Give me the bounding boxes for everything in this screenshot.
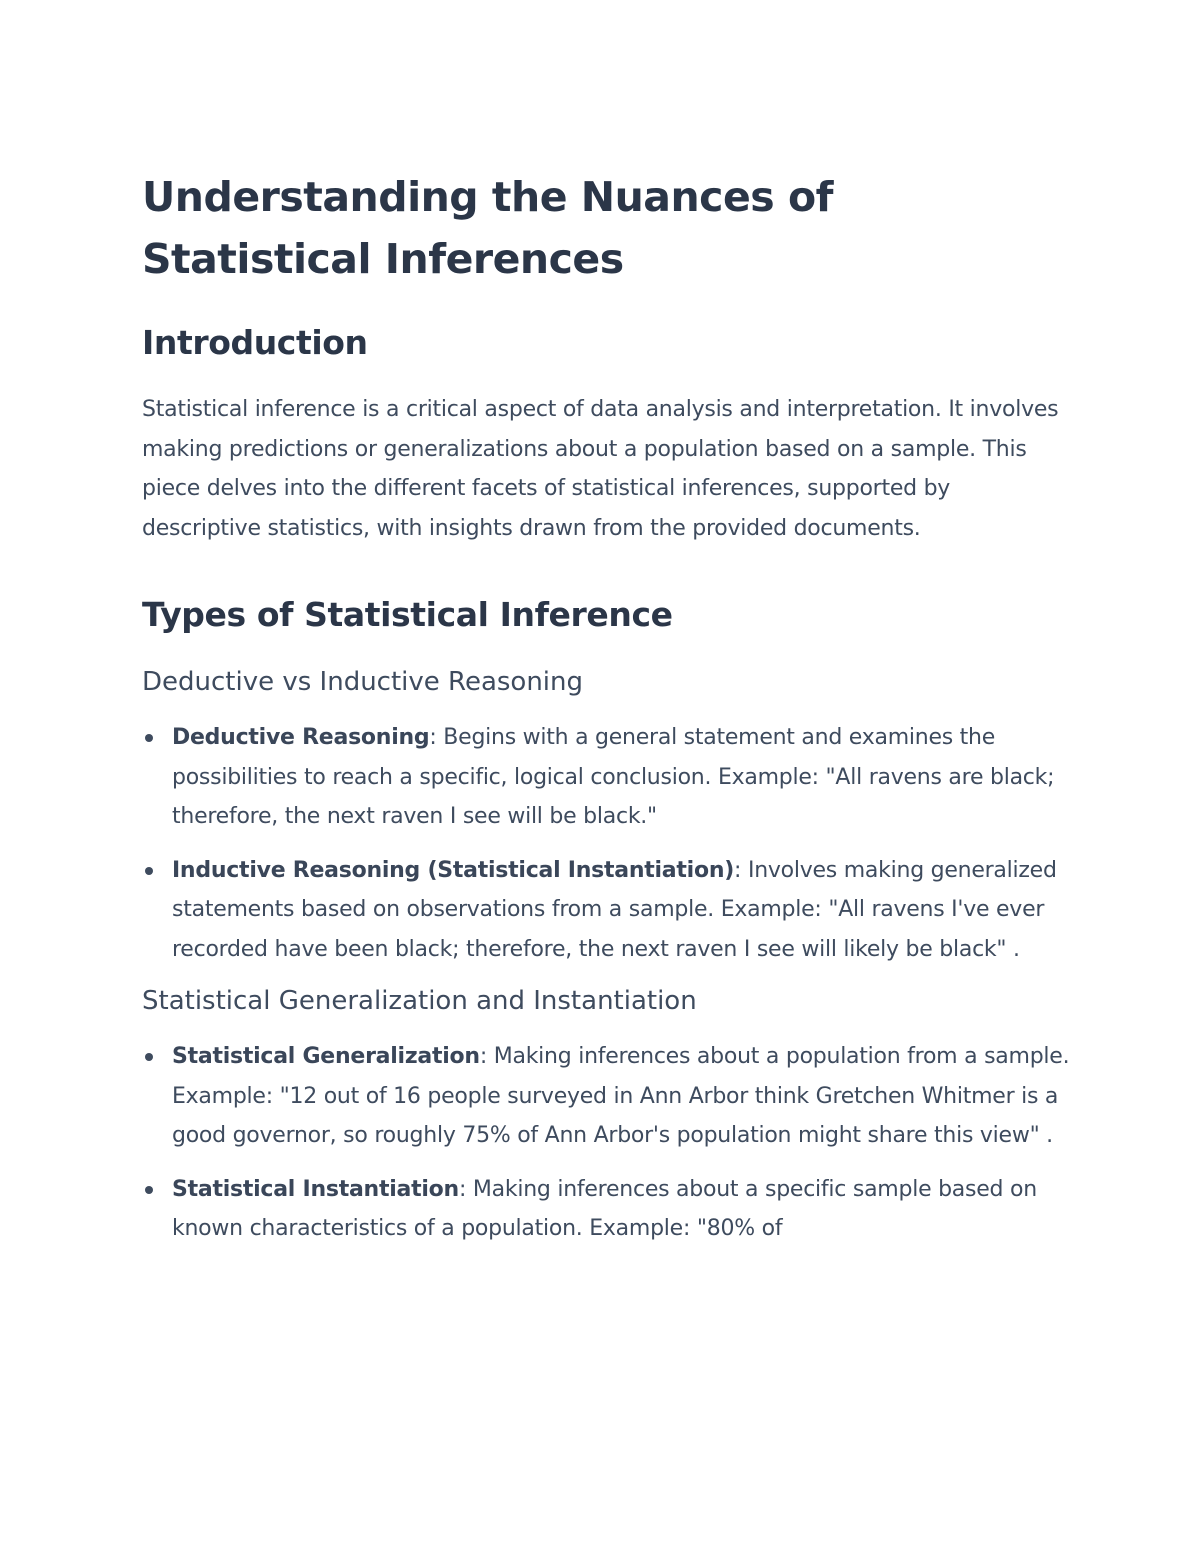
bullet-icon — [145, 1053, 153, 1061]
list-item-text: : Begins with a general statement and examines the possibilities to reach a specific, logical conclusion. Example: "All ravens are black; therefore, the next raven I see will be black." — [172, 725, 1055, 829]
list-item — [142, 851, 1072, 970]
list-item-term: Statistical Generalization — [172, 1044, 480, 1069]
section-heading-introduction: Introduction — [142, 323, 368, 362]
list-item-text: : Making inferences about a population from a sample. Example: "12 out of 16 people surveyed in Ann Arbor think Gretchen Whitmer is a good governor, so roughly 75% of Ann Arbor's population might share this view" . — [172, 1044, 1070, 1148]
list-item — [142, 1037, 1072, 1156]
list-item — [142, 718, 1072, 837]
list-item-text: : Making inferences about a specific sample based on known characteristics of a population. Example: "80% of — [172, 1176, 1037, 1241]
subsection-heading-generalization: Statistical Generalization and Instantiation — [142, 986, 697, 1016]
reasoning-list — [142, 718, 1072, 969]
list-item — [142, 1170, 1072, 1249]
generalization-list — [142, 1037, 1072, 1249]
bullet-icon — [145, 1186, 153, 1194]
introduction-paragraph: Statistical inference is a critical aspect of data analysis and interpretation. It involves making predictions or generalizations about a population based on a sample. This piece delves into the different facets of statistical inferences, supported by descriptive statistics, with insights drawn from the provided documents. — [142, 397, 1059, 541]
list-item-term: Statistical Instantiation — [172, 1176, 459, 1202]
document-title: Understanding the Nuances of Statistical Inferences — [142, 173, 833, 283]
list-item-term: Inductive Reasoning (Statistical Instantiation) — [172, 857, 735, 883]
bullet-icon — [145, 867, 153, 875]
section-heading-types: Types of Statistical Inference — [142, 595, 673, 634]
list-item-text: : Involves making generalized statements based on observations from a sample. Example: "All ravens I've ever recorded have been black; therefore, the next raven I see will likely be black" . — [172, 857, 1057, 962]
bullet-icon — [145, 734, 153, 742]
subsection-heading-reasoning: Deductive vs Inductive Reasoning — [142, 667, 584, 697]
list-item-term: Deductive Reasoning — [172, 725, 430, 750]
document-page — [142, 166, 1072, 1263]
